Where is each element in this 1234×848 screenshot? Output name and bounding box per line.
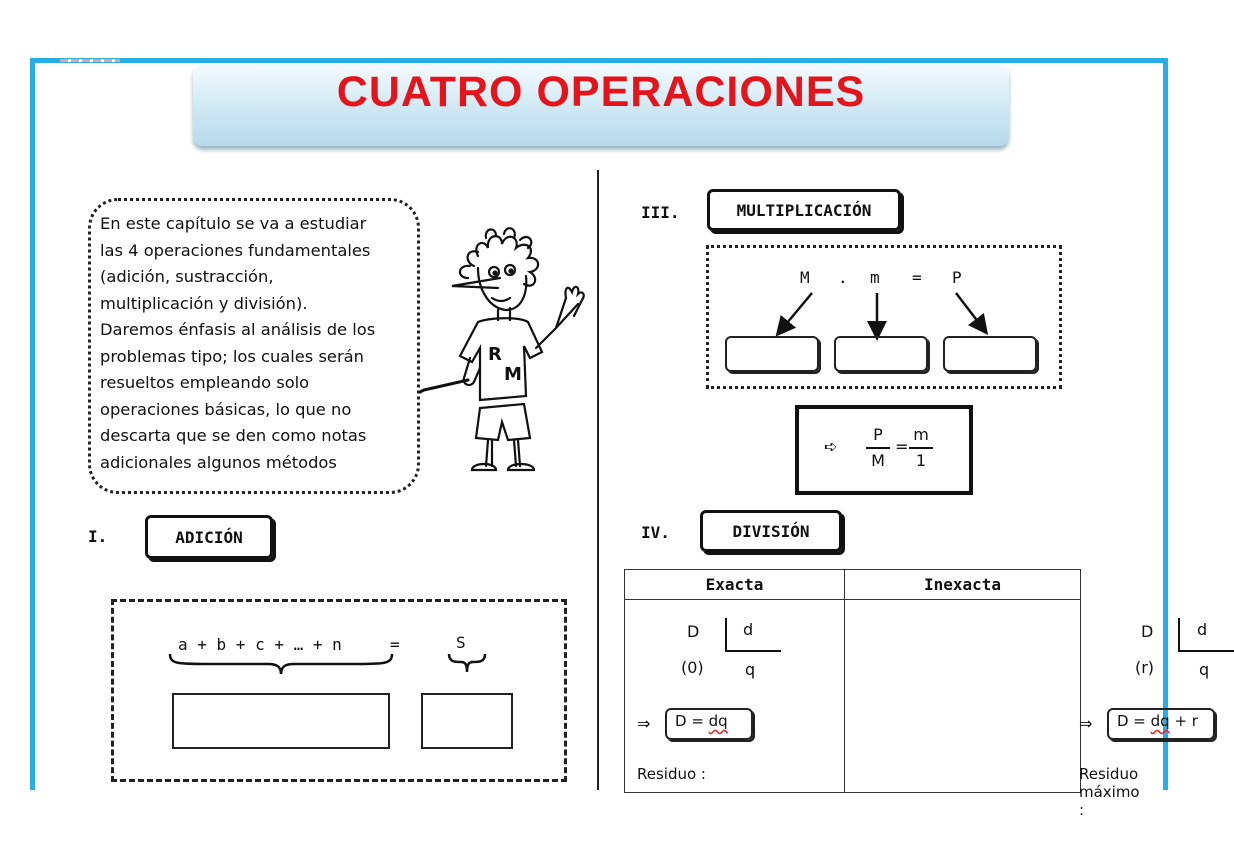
product-box — [943, 336, 1037, 372]
inexact-residue-label: Residuo máximo : — [1078, 765, 1140, 819]
addition-result: S — [456, 633, 466, 652]
fraction-left-denominator: M — [871, 451, 885, 470]
addition-terms-brace — [168, 652, 394, 676]
fraction-right-denominator: 1 — [915, 451, 927, 470]
page-border-top — [30, 58, 1168, 63]
division-cell-exact — [625, 600, 845, 793]
inexact-remainder: (r) — [1134, 658, 1155, 677]
intro-line: (adición, sustracción, — [100, 267, 274, 286]
inexact-quotient: q — [1198, 660, 1210, 679]
inexact-formula-dq: dq — [1150, 712, 1170, 730]
exact-residue-label: Residuo : — [637, 765, 706, 783]
fraction-right-numerator: m — [913, 425, 929, 444]
page-border-right — [1163, 58, 1168, 790]
addition-equals: = — [390, 635, 400, 654]
fraction-right-bar — [909, 447, 933, 449]
mascot-illustration — [408, 208, 588, 478]
division-header-exact: Exacta — [625, 570, 845, 600]
exact-implies-icon: ⇒ — [637, 714, 651, 733]
mult-term-dot: . — [838, 268, 848, 287]
fraction-equals: = — [895, 437, 909, 456]
exact-formula — [675, 712, 728, 730]
addition-section-number: I. — [88, 527, 108, 546]
division-heading: DIVISIÓN — [700, 510, 842, 552]
inexact-implies-icon: ⇒ — [1078, 714, 1093, 733]
fraction-left-bar — [866, 447, 890, 449]
inexact-formula-rest: + r — [1169, 712, 1198, 730]
page-border-left — [30, 58, 35, 790]
intro-line: las 4 operaciones fundamentales — [100, 240, 371, 260]
multiplication-formula-box — [795, 405, 973, 495]
intro-line: adicionales algunos métodos — [100, 452, 337, 472]
intro-line: Daremos énfasis al análisis de los — [100, 320, 376, 339]
exact-divisor: d — [743, 620, 754, 639]
inexact-formula-lhs: D = — [1116, 712, 1151, 730]
exact-quotient: q — [745, 660, 756, 679]
division-header-inexact: Inexacta — [844, 570, 1080, 600]
shirt-letter-m: M — [504, 364, 522, 385]
page-title: CUATRO OPERACIONES — [336, 68, 866, 116]
intro-line: descarta que se den como notas — [100, 426, 367, 445]
intro-line: multiplicación y división). — [100, 293, 308, 313]
mult-term-equals: = — [912, 268, 922, 287]
addition-expression: a + b + c + … + n — [178, 635, 342, 654]
inexact-divisor: d — [1196, 620, 1208, 639]
addition-result-box — [421, 693, 513, 749]
shirt-letter-r: R — [488, 344, 502, 365]
division-section-number: IV. — [641, 523, 670, 542]
mult-term-multiplicand: M — [800, 268, 810, 287]
fraction-left-numerator: P — [873, 425, 883, 444]
exact-formula-lhs: D = — [675, 712, 709, 730]
mult-term-product: P — [952, 268, 962, 287]
implication-arrow-icon: ➪ — [824, 437, 838, 456]
exact-division-bracket-horizontal — [725, 650, 781, 652]
division-table — [624, 569, 1210, 819]
multiplier-box — [834, 336, 928, 372]
addition-diagram — [111, 599, 567, 782]
intro-line: operaciones básicas, lo que no — [100, 399, 352, 419]
inexact-formula — [1117, 712, 1198, 730]
multiplication-arrows — [720, 285, 1050, 343]
addition-result-brace — [447, 652, 487, 674]
addition-heading: ADICIÓN — [145, 515, 273, 559]
column-divider — [597, 170, 599, 790]
inexact-division-bracket-vertical — [1178, 618, 1180, 650]
addition-sum-box — [172, 693, 390, 749]
multiplication-heading: MULTIPLICACIÓN — [707, 189, 901, 231]
exact-formula-dq: dq — [708, 712, 728, 730]
inexact-division-bracket-horizontal — [1178, 650, 1234, 652]
exact-dividend: D — [687, 622, 700, 641]
exact-remainder: (0) — [681, 658, 704, 677]
mult-term-multiplier: m — [870, 268, 880, 287]
multiplicand-box — [725, 336, 819, 372]
inexact-dividend: D — [1140, 622, 1154, 641]
intro-line: problemas tipo; los cuales serán — [100, 346, 364, 366]
intro-text — [100, 211, 400, 476]
intro-line: En este capítulo se va a estudiar — [100, 214, 367, 233]
multiplication-section-number: III. — [641, 203, 680, 222]
exact-division-bracket-vertical — [725, 618, 727, 650]
division-cell-inexact — [844, 600, 1210, 819]
intro-line: resueltos empleando solo — [100, 373, 310, 392]
border-decoration — [60, 59, 120, 62]
